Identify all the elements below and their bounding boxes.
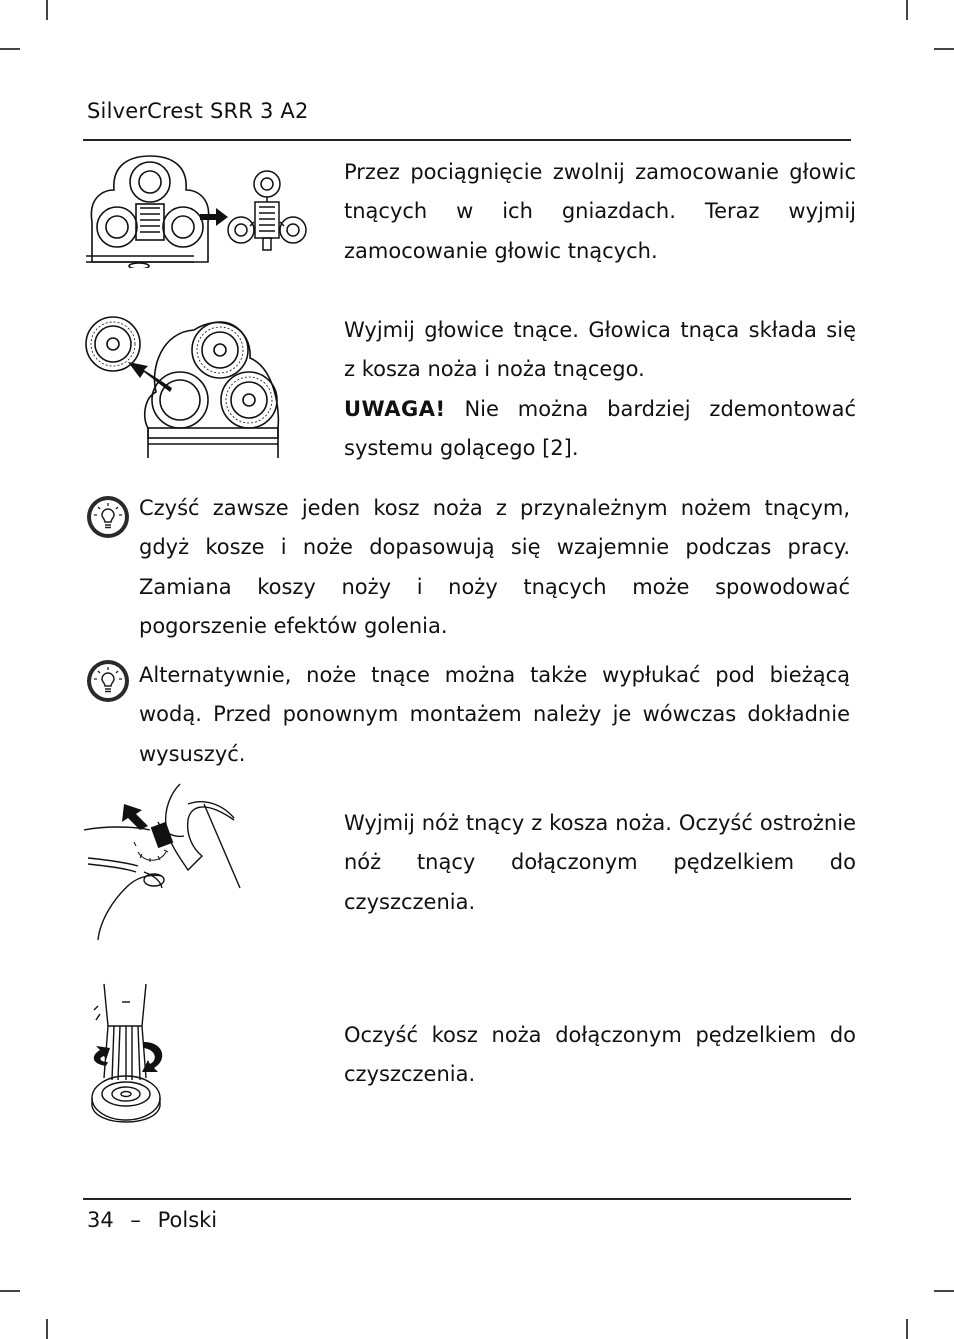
crop-mark [934, 48, 954, 50]
footer-rule [83, 1198, 851, 1200]
page-header-title: SilverCrest SRR 3 A2 [87, 99, 309, 123]
instruction-paragraph [344, 311, 856, 468]
warning-label: UWAGA! [344, 396, 446, 421]
figure-brushing-blade [84, 780, 244, 940]
crop-mark [906, 0, 908, 20]
footer-separator: – [130, 1208, 141, 1232]
crop-mark [906, 1319, 908, 1339]
header-rule [83, 139, 851, 141]
tip-text: Alternatywnie, noże tnące można także wypłukać pod bieżącą wodą. Przed ponownym montażem należy je wówczas dokładnie wysuszyć. [139, 663, 850, 766]
instruction-text: Przez pociągnięcie zwolnij zamocowanie głowic tnących w ich gniazdach. Teraz wyjmij zamocowanie głowic tnących. [344, 160, 856, 263]
crop-mark [934, 1290, 954, 1292]
crop-mark [46, 0, 48, 20]
lightbulb-icon [86, 659, 130, 703]
crop-mark [0, 48, 20, 50]
page-footer [87, 1208, 227, 1232]
tip-paragraph [139, 656, 850, 774]
page-number: 34 [87, 1208, 114, 1232]
tip-paragraph [139, 489, 850, 646]
warning-text: Nie można bardziej zdemontować systemu golącego [2]. [344, 396, 856, 460]
figure-head-holder-release [84, 152, 312, 268]
figure-brushing-cage [84, 980, 170, 1126]
lightbulb-icon [86, 495, 130, 539]
crop-mark [0, 1290, 20, 1292]
instruction-paragraph [344, 804, 856, 922]
figure-cutting-heads-removal [84, 308, 280, 466]
footer-language: Polski [157, 1208, 218, 1232]
tip-text: Czyść zawsze jeden kosz noża z przynależnym nożem tnącym, gdyż kosze i noże dopasowują się wzajemnie podczas pracy. Zamiana koszy noży i noży tnących może spowodować pogorszenie efektów golenia. [139, 496, 850, 638]
crop-mark [46, 1319, 48, 1339]
instruction-paragraph [344, 1016, 856, 1095]
instruction-paragraph [344, 153, 856, 271]
instruction-text: Wyjmij głowice tnące. Głowica tnąca składa się z kosza noża i noża tnącego. [344, 318, 856, 382]
instruction-text: Oczyść kosz noża dołączonym pędzelkiem do czyszczenia. [344, 1023, 856, 1087]
instruction-text: Wyjmij nóż tnący z kosza noża. Oczyść ostrożnie nóż tnący dołączonym pędzelkiem do czyszczenia. [344, 811, 856, 914]
